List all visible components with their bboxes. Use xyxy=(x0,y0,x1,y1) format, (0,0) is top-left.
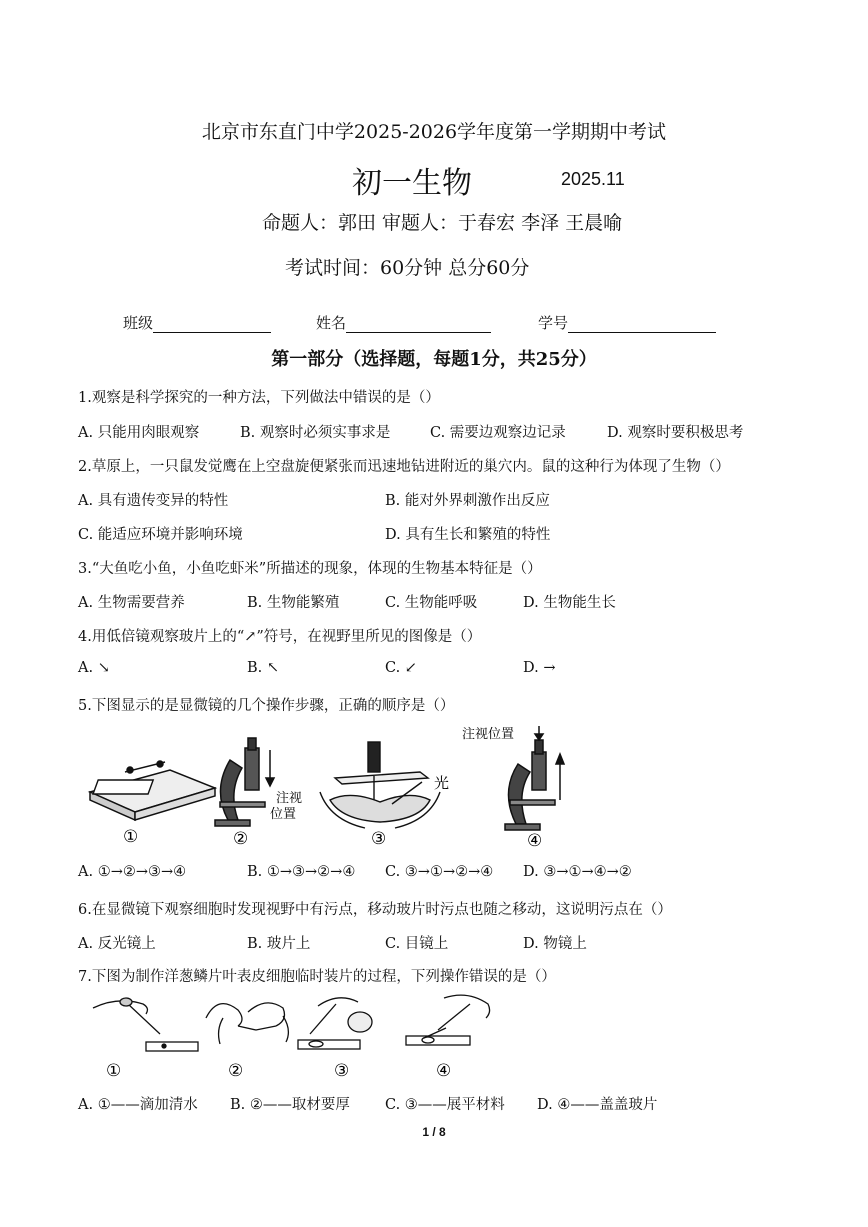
id-blank[interactable] xyxy=(568,316,716,333)
step-3-light-text: 光 xyxy=(434,774,450,792)
step-4-cover-slip-illustration xyxy=(406,995,490,1045)
q1-option-b: B. 观察时必须实事求是 xyxy=(240,425,391,441)
step-3-label: ③ xyxy=(334,1061,350,1080)
q3-option-c: C. 生物能呼吸 xyxy=(385,595,478,611)
step-4-label: ④ xyxy=(436,1061,452,1080)
q3-option-a: A. 生物需要营养 xyxy=(78,595,185,611)
q2-option-b: B. 能对外界刺激作出反应 xyxy=(385,493,550,509)
class-field xyxy=(123,312,271,333)
step-4-watch-text: 注视位置 xyxy=(462,727,515,742)
step-2-tear-material-illustration xyxy=(206,1003,288,1044)
exam-school-title: 北京市东直门中学2025-2026学年度第一学期期中考试 xyxy=(201,121,667,143)
q6-option-a: A. 反光镜上 xyxy=(78,936,156,952)
name-label: 姓名 xyxy=(316,314,347,332)
q1-option-d: D. 观察时要积极思考 xyxy=(607,425,744,441)
q7-option-d: D. ④——盖盖玻片 xyxy=(537,1097,658,1113)
question-3-stem: 3.“大鱼吃小鱼，小鱼吃虾米”所描述的现象，体现的生物基本特征是（） xyxy=(78,561,542,577)
q7-option-a: A. ①——滴加清水 xyxy=(78,1097,198,1113)
question-4-stem: 4.用低倍镜观察玻片上的“↗”符号，在视野里所见的图像是（） xyxy=(78,629,482,645)
question-5-stem: 5.下图显示的是显微镜的几个操作步骤，正确的顺序是（） xyxy=(78,698,455,714)
step-2-watch-text-1: 注视 xyxy=(276,791,303,806)
class-label: 班级 xyxy=(123,314,154,332)
q7-option-c: C. ③——展平材料 xyxy=(385,1097,505,1113)
q3-option-b: B. 生物能繁殖 xyxy=(247,595,340,611)
step-4-label: ④ xyxy=(527,831,543,851)
q2-option-c: C. 能适应环境并影响环境 xyxy=(78,527,243,543)
step-1-drop-water-illustration xyxy=(93,998,198,1051)
step-2-label: ② xyxy=(228,1061,244,1080)
q4-option-b: B. ↖ xyxy=(247,660,280,676)
step-3-hands-light-illustration xyxy=(320,742,440,828)
q5-option-b: B. ①→③→②→④ xyxy=(247,864,356,880)
step-3-label: ③ xyxy=(371,829,387,849)
step-1-label: ① xyxy=(106,1061,122,1080)
question-6-stem: 6.在显微镜下观察细胞时发现视野中有污点，移动玻片时污点也随之移动，这说明污点在（） xyxy=(78,902,672,918)
q3-option-d: D. 生物能生长 xyxy=(523,595,616,611)
q6-option-c: C. 目镜上 xyxy=(385,936,449,952)
subject-title: 初一生物 xyxy=(352,166,472,201)
name-field xyxy=(316,312,491,333)
question-2-stem: 2.草原上，一只鼠发觉鹰在上空盘旋便紧张而迅速地钻进附近的巢穴内。鼠的这种行为体现了生物（） xyxy=(78,459,730,475)
q5-option-c: C. ③→①→②→④ xyxy=(385,864,494,880)
q2-option-a: A. 具有遗传变异的特性 xyxy=(78,493,229,509)
exam-date: 2025.11 xyxy=(561,169,625,189)
id-label: 学号 xyxy=(538,314,569,332)
name-blank[interactable] xyxy=(346,316,491,333)
step-1-stage-illustration xyxy=(90,761,215,820)
q6-option-b: B. 玻片上 xyxy=(247,936,311,952)
page-number: 1 / 8 xyxy=(422,1125,446,1139)
question-7-stem: 7.下图为制作洋葱鳞片叶表皮细胞临时装片的过程，下列操作错误的是（） xyxy=(78,969,556,985)
id-field xyxy=(538,312,716,333)
q5-option-d: D. ③→①→④→② xyxy=(523,864,632,880)
question-1-stem: 1.观察是科学探究的一种方法，下列做法中错误的是（） xyxy=(78,390,440,406)
step-1-label: ① xyxy=(123,827,139,847)
step-2-microscope-illustration xyxy=(215,738,274,826)
exam-info: 考试时间：60分钟 总分60分 xyxy=(285,257,530,279)
slide-preparation-figure xyxy=(88,990,528,1080)
q4-option-a: A. ↘ xyxy=(78,660,110,676)
q5-option-a: A. ①→②→③→④ xyxy=(78,864,187,880)
q6-option-d: D. 物镜上 xyxy=(523,936,587,952)
q1-option-c: C. 需要边观察边记录 xyxy=(430,425,566,441)
q7-option-b: B. ②——取材要厚 xyxy=(230,1097,350,1113)
section-title: 第一部分（选择题，每题1分，共25分） xyxy=(271,349,597,370)
q2-option-d: D. 具有生长和繁殖的特性 xyxy=(385,527,551,543)
q4-option-d: D. → xyxy=(523,660,556,676)
q4-option-c: C. ↙ xyxy=(385,660,417,676)
q1-option-a: A. 只能用肉眼观察 xyxy=(78,425,200,441)
microscope-steps-figure xyxy=(80,720,600,852)
class-blank[interactable] xyxy=(153,316,271,333)
authors-line: 命题人：郭田 审题人：于春宏 李泽 王晨喻 xyxy=(262,212,623,234)
step-3-spread-material-illustration xyxy=(298,998,372,1049)
step-2-watch-text-2: 位置 xyxy=(270,807,297,822)
step-2-label: ② xyxy=(233,829,249,849)
